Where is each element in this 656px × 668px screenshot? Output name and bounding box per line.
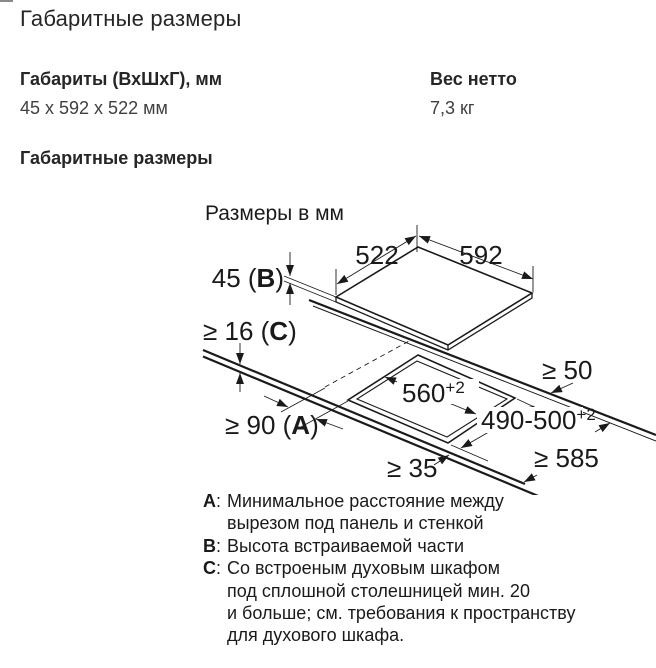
dimensions-diagram xyxy=(185,195,656,495)
diagram-legend xyxy=(203,490,575,647)
svg-text:490-500+2: $490-500^{+2}$ xyxy=(481,405,596,435)
svg-text:592: 592 xyxy=(459,240,503,270)
legend-text-B: Высота встраиваемой части xyxy=(227,535,465,556)
dimension-height-45B xyxy=(212,252,336,305)
svg-text:45 (B): 45 (B) xyxy=(211,263,284,293)
dimension-clearance-90A xyxy=(225,388,348,440)
svg-text:≥ 90 (A): ≥ 90 (A) xyxy=(225,410,319,440)
spec-net-weight-label: Вес нетто xyxy=(430,69,517,89)
legend-key-A: A: xyxy=(203,491,222,511)
dimension-thickness-16C xyxy=(203,316,297,392)
svg-text:≥ 35: ≥ 35 xyxy=(387,453,438,483)
page-crop-artifact xyxy=(0,0,13,2)
legend-text-A: Минимальное расстояние между вырезом под панель и стенкой xyxy=(227,491,504,534)
legend-text-C: Со встроеным духовым шкафом под сплошной столешницей мин. 20 и больше; см. требования к пространству для духового шкафа. xyxy=(227,558,576,646)
section-heading: Габаритные размеры xyxy=(20,148,213,168)
svg-text:≥ 50: ≥ 50 xyxy=(542,355,593,385)
spec-dimensions-label: Габариты (ВхШхГ), мм xyxy=(20,69,223,89)
spec-dimensions xyxy=(20,68,400,119)
legend-row-B xyxy=(203,535,575,557)
spec-net-weight xyxy=(430,68,640,119)
diagram-caption: Размеры в мм xyxy=(205,202,344,225)
legend-row-C xyxy=(203,557,575,647)
dimension-front-35 xyxy=(387,453,449,483)
svg-text:522: 522 xyxy=(355,240,399,270)
spec-net-weight-value: 7,3 кг xyxy=(430,98,475,118)
page-title: Габаритные размеры xyxy=(20,6,242,31)
svg-text:560+2: $560^{+2}$ xyxy=(402,378,465,408)
legend-key-B: B: xyxy=(203,535,222,556)
svg-text:≥ 16 (C): ≥ 16 (C) xyxy=(203,316,297,346)
legend-key-C: C: xyxy=(203,558,222,579)
svg-text:≥ 585: ≥ 585 xyxy=(534,443,599,473)
spec-dimensions-value: 45 x 592 x 522 мм xyxy=(20,98,168,118)
legend-row-A xyxy=(203,490,575,535)
dimension-side-50 xyxy=(542,355,592,393)
